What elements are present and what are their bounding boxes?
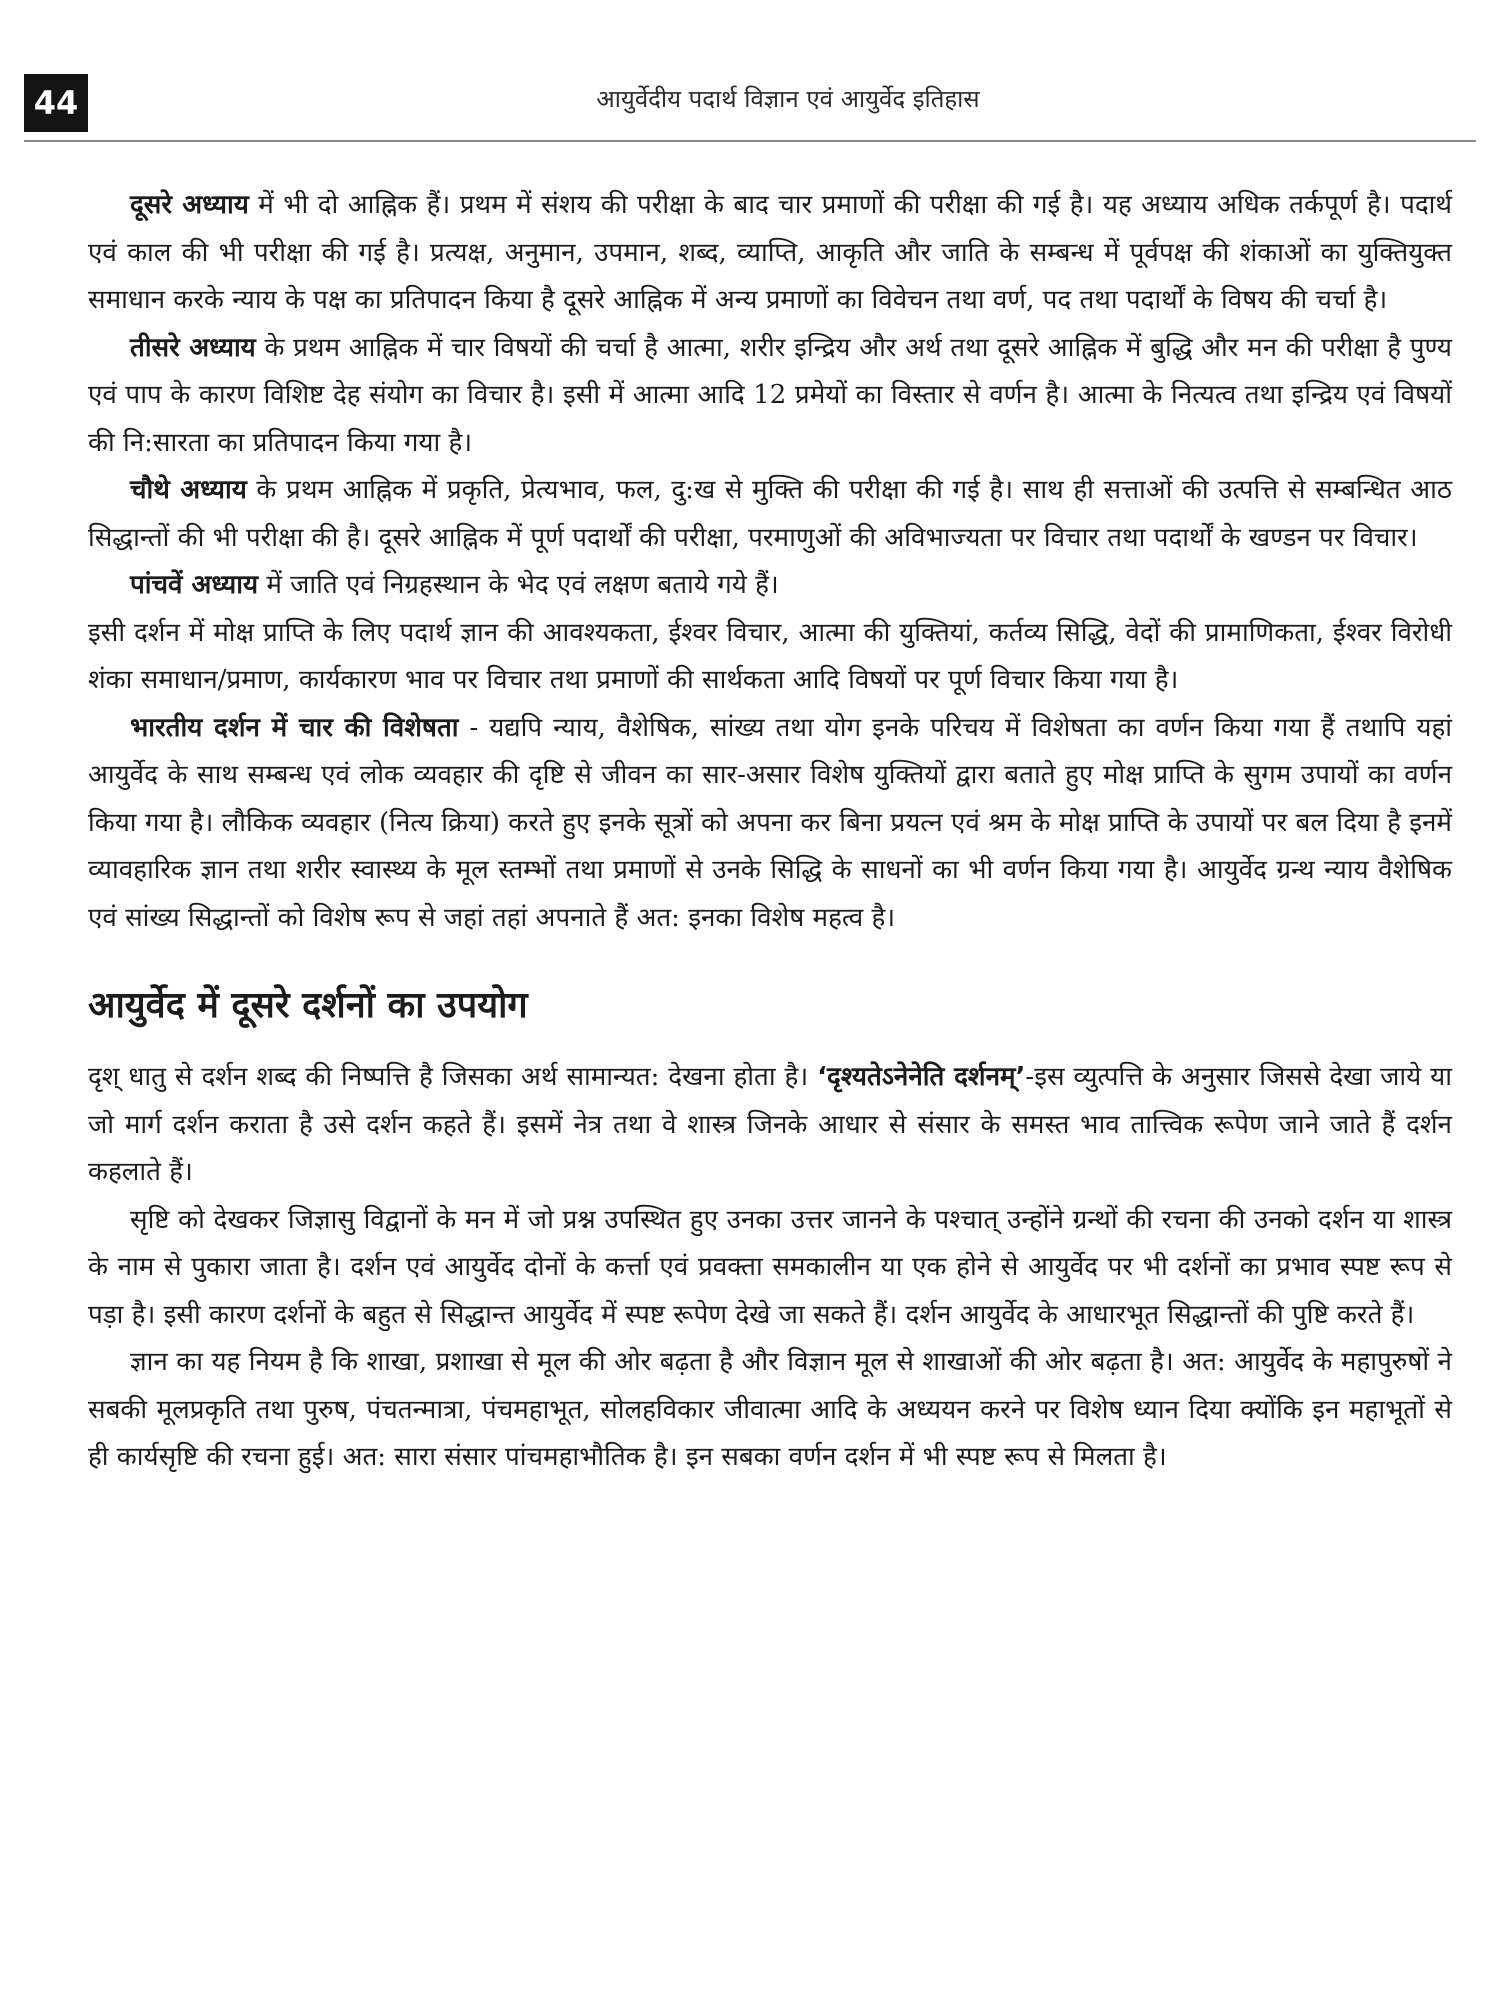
chapter-five-text: में जाति एवं निग्रहस्थान के भेद एवं लक्षण बताये गये हैं। xyxy=(258,570,779,600)
paragraph-indian-philosophy xyxy=(88,705,1452,943)
paragraph-chapter-three xyxy=(88,325,1452,468)
sanskrit-quote: ‘दृश्यतेऽनेनेति दर्शनम्’ xyxy=(817,1062,1026,1092)
page-body xyxy=(88,182,1452,1482)
chapter-two-text: में भी दो आह्निक हैं। प्रथम में संशय की परीक्षा के बाद चार प्रमाणों की परीक्षा की गई है। यह अध्याय अधिक तर्कपूर्ण है। पदार्थ एवं काल की भी परीक्षा की गई है। प्रत्यक्ष, अनुमान, उपमान, शब्द, व्याप्ति, आकृति और जाति के सम्बन्ध में पूर्वपक्ष की शंकाओं का युक्तियुक्त समाधान करके न्याय के पक्ष का प्रतिपादन किया है दूसरे आह्निक में अन्य प्रमाणों का विवेचन तथा वर्ण, पद तथा पदार्थों के विषय की चर्चा है। xyxy=(88,190,1453,315)
paragraph-knowledge xyxy=(88,1339,1452,1482)
running-header: आयुर्वेदीय पदार्थ विज्ञान एवं आयुर्वेद इतिहास xyxy=(596,85,980,113)
chapter-four-heading: चौथे अध्याय xyxy=(130,475,247,505)
chapter-three-heading: तीसरे अध्याय xyxy=(130,332,256,363)
chapter-five-heading: पांचवें अध्याय xyxy=(130,570,259,600)
chapter-two-heading: दूसरे अध्याय xyxy=(130,190,249,220)
indian-philosophy-text: - यद्यपि न्याय, वैशेषिक, सांख्य तथा योग इनके परिचय में विशेषता का वर्णन किया गया हैं तथापि यहां आयुर्वेद के साथ सम्बन्ध एवं लोक व्यवहार की दृष्टि से जीवन का सार-असार विशेष युक्तियों द्वारा बताते हुए मोक्ष प्राप्ति के सुगम उपायों का वर्णन किया गया है। लौकिक व्यवहार (नित्य क्रिया) करते हुए इनके सूत्रों को अपना कर बिना प्रयत्न एवं श्रम के मोक्ष प्राप्ति के उपायों पर बल दिया है इनमें व्यावहारिक ज्ञान तथा शरीर स्वास्थ्य के मूल स्तम्भों तथा प्रमाणों से उनके सिद्धि के साधनों का भी वर्णन किया गया है। आयुर्वेद ग्रन्थ न्याय वैशेषिक एवं सांख्य सिद्धान्तों को विशेष रूप से जहां तहां अपनाते हैं अत: इनका विशेष महत्व है। xyxy=(88,712,1452,933)
header-divider xyxy=(24,140,1476,142)
paragraph-definition xyxy=(88,1054,1452,1197)
paragraph-chapter-four xyxy=(88,467,1452,562)
page-number: 44 xyxy=(24,74,88,132)
paragraph-chapter-five xyxy=(88,562,1452,610)
section-heading: आयुर्वेद में दूसरे दर्शनों का उपयोग xyxy=(88,985,528,1026)
chapter-four-text: के प्रथम आह्निक में प्रकृति, प्रेत्यभाव, फल, दु:ख से मुक्ति की परीक्षा की गई है। साथ ही सत्ताओं की उत्पत्ति से सम्बन्धित आठ सिद्धान्तों की भी परीक्षा की है। दूसरे आह्निक में पूर्ण पदार्थों की परीक्षा, परमाणुओं की अविभाज्यता पर विचार तथा पदार्थों के खण्डन पर विचार। xyxy=(88,475,1452,553)
indian-philosophy-heading: भारतीय दर्शन में चार की विशेषता xyxy=(130,712,459,743)
darshan-summary-text: इसी दर्शन में मोक्ष प्राप्ति के लिए पदार्थ ज्ञान की आवश्यकता, ईश्वर विचार, आत्मा की युक्तियां, कर्तव्य सिद्धि, वेदों की प्रामाणिकता, ईश्वर विरोधी शंका समाधान/प्रमाण, कार्यकारण भाव पर विचार तथा प्रमाणों की सार्थकता आदि विषयों पर पूर्ण विचार किया गया है। xyxy=(88,617,1452,695)
creation-text: सृष्टि को देखकर जिज्ञासु विद्वानों के मन में जो प्रश्न उपस्थित हुए उनका उत्तर जानने के पश्चात् उन्होंने ग्रन्थों की रचना की उनको दर्शन या शास्त्र के नाम से पुकारा जाता है। दर्शन एवं आयुर्वेद दोनों के कर्त्ता एवं प्रवक्ता समकालीन या एक होने से आयुर्वेद पर भी दर्शनों का प्रभाव स्पष्ट रूप से पड़ा है। इसी कारण दर्शनों के बहुत से सिद्धान्त आयुर्वेद में स्पष्ट रूपेण देखे जा सकते हैं। दर्शन आयुर्वेद के आधारभूत सिद्धान्तों की पुष्टि करते हैं। xyxy=(88,1204,1452,1330)
definition-text-start: दृश् धातु से दर्शन शब्द की निष्पत्ति है जिसका अर्थ सामान्यत: देखना होता है। xyxy=(88,1062,818,1092)
paragraph-creation xyxy=(88,1197,1452,1340)
paragraph-darshan-summary xyxy=(88,610,1452,705)
chapter-three-text: के प्रथम आह्निक में चार विषयों की चर्चा है आत्मा, शरीर इन्द्रिय और अर्थ तथा दूसरे आह्निक में बुद्धि और मन की परीक्षा है पुण्य एवं पाप के कारण विशिष्ट देह संयोग का विचार है। इसी में आत्मा आदि 12 प्रमेयों का विस्तार से वर्णन है। आत्मा के नित्यत्व तथा इन्द्रिय एवं विषयों की नि:सारता का प्रतिपादन किया गया है। xyxy=(88,332,1452,458)
definition-text-end: -इस व्युत्पत्ति के अनुसार जिससे देखा जाये या जो मार्ग दर्शन कराता है उसे दर्शन कहते हैं। इसमें नेत्र तथा वे शास्त्र जिनके आधार से संसार के समस्त भाव तात्त्विक रूपेण जाने जाते हैं दर्शन कहलाते हैं। xyxy=(88,1062,1452,1187)
knowledge-text: ज्ञान का यह नियम है कि शाखा, प्रशाखा से मूल की ओर बढ़ता है और विज्ञान मूल से शाखाओं की ओर बढ़ता है। अत: आयुर्वेद के महापुरुषों ने सबकी मूलप्रकृति तथा पुरुष, पंचतन्मात्रा, पंचमहाभूत, सोलहविकार जीवात्मा आदि के अध्ययन करने पर विशेष ध्यान दिया क्योंकि इन महाभूतों से ही कार्यसृष्टि की रचना हुई। अत: सारा संसार पांचमहाभौतिक है। इन सबका वर्णन दर्शन में भी स्पष्ट रूप से मिलता है। xyxy=(88,1347,1452,1472)
paragraph-chapter-two xyxy=(88,182,1452,325)
